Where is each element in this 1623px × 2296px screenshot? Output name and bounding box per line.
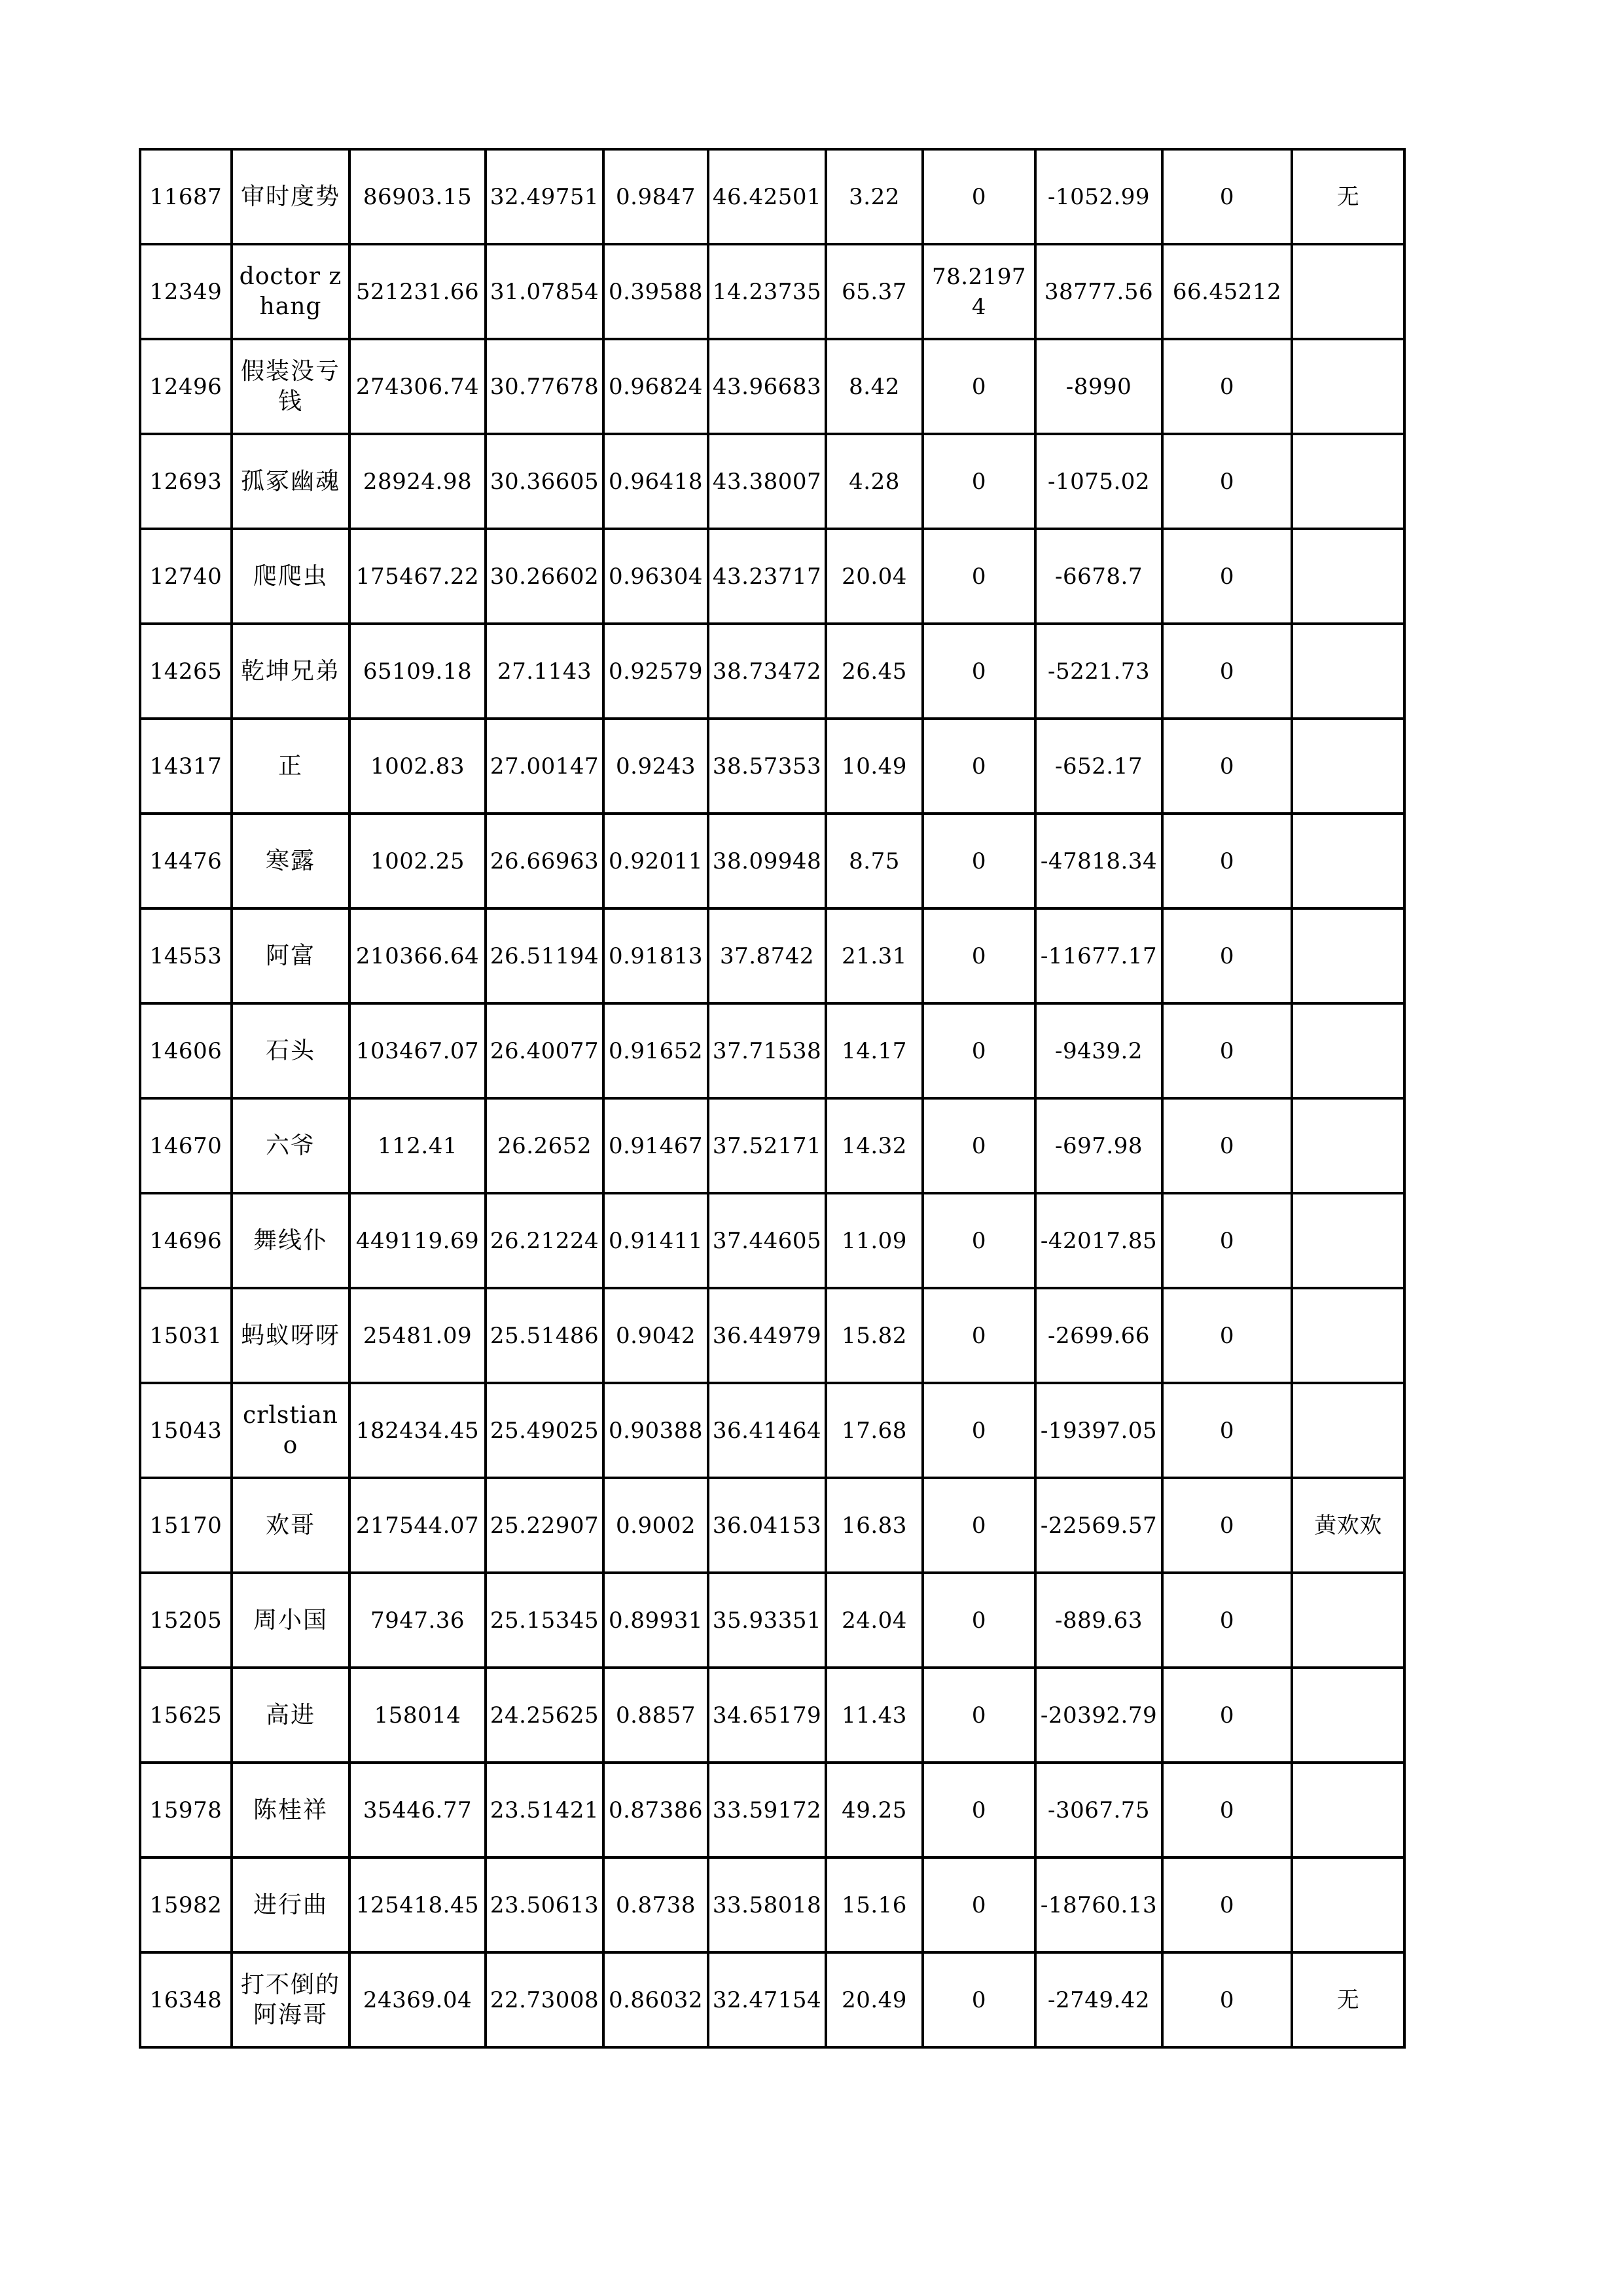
bonus-cell: 0 — [923, 529, 1035, 624]
score-cell: 27.1143 — [486, 624, 603, 719]
profit-loss-cell: -22569.57 — [1035, 1478, 1162, 1573]
score-cell: 26.51194 — [486, 908, 603, 1003]
extra-cell: 0 — [1162, 1288, 1292, 1383]
id-cell: 15043 — [140, 1383, 232, 1478]
profit-loss-cell: -2749.42 — [1035, 1952, 1162, 2047]
metric-cell: 11.09 — [826, 1193, 923, 1288]
id-cell: 15205 — [140, 1573, 232, 1668]
name-cell: 舞线仆 — [232, 1193, 349, 1288]
percent-cell: 36.44979 — [708, 1288, 826, 1383]
table-row — [140, 1288, 1404, 1383]
name-cell: 进行曲 — [232, 1857, 349, 1952]
note-cell — [1292, 1857, 1404, 1952]
value-cell: 28924.98 — [349, 434, 486, 529]
table-row — [140, 434, 1404, 529]
score-cell: 26.21224 — [486, 1193, 603, 1288]
score-cell: 26.2652 — [486, 1098, 603, 1193]
percent-cell: 37.8742 — [708, 908, 826, 1003]
metric-cell: 15.82 — [826, 1288, 923, 1383]
name-cell: 寒露 — [232, 814, 349, 908]
metric-cell: 49.25 — [826, 1763, 923, 1857]
value-cell: 182434.45 — [349, 1383, 486, 1478]
metric-cell: 21.31 — [826, 908, 923, 1003]
bonus-cell: 0 — [923, 1668, 1035, 1763]
value-cell: 274306.74 — [349, 339, 486, 434]
note-cell — [1292, 1003, 1404, 1098]
score-cell: 26.40077 — [486, 1003, 603, 1098]
note-cell — [1292, 1098, 1404, 1193]
name-cell: 孤冢幽魂 — [232, 434, 349, 529]
bonus-cell: 0 — [923, 1478, 1035, 1573]
ratio-cell: 0.39588 — [603, 244, 708, 339]
profit-loss-cell: -19397.05 — [1035, 1383, 1162, 1478]
table-row — [140, 244, 1404, 339]
value-cell: 1002.25 — [349, 814, 486, 908]
value-cell: 24369.04 — [349, 1952, 486, 2047]
extra-cell: 0 — [1162, 814, 1292, 908]
ratio-cell: 0.92011 — [603, 814, 708, 908]
value-cell: 158014 — [349, 1668, 486, 1763]
metric-cell: 14.17 — [826, 1003, 923, 1098]
id-cell: 15170 — [140, 1478, 232, 1573]
bonus-cell: 0 — [923, 1193, 1035, 1288]
table-row — [140, 1668, 1404, 1763]
percent-cell: 32.47154 — [708, 1952, 826, 2047]
name-cell: 打不倒的阿海哥 — [232, 1952, 349, 2047]
ratio-cell: 0.96824 — [603, 339, 708, 434]
score-cell: 32.49751 — [486, 149, 603, 244]
score-cell: 25.49025 — [486, 1383, 603, 1478]
value-cell: 65109.18 — [349, 624, 486, 719]
note-cell — [1292, 814, 1404, 908]
extra-cell: 0 — [1162, 149, 1292, 244]
table-row — [140, 339, 1404, 434]
name-cell: 蚂蚁呀呀 — [232, 1288, 349, 1383]
extra-cell: 0 — [1162, 1952, 1292, 2047]
value-cell: 112.41 — [349, 1098, 486, 1193]
percent-cell: 38.73472 — [708, 624, 826, 719]
table-row — [140, 908, 1404, 1003]
bonus-cell: 0 — [923, 1098, 1035, 1193]
name-cell: 乾坤兄弟 — [232, 624, 349, 719]
percent-cell: 33.58018 — [708, 1857, 826, 1952]
extra-cell: 0 — [1162, 529, 1292, 624]
bonus-cell: 0 — [923, 719, 1035, 814]
ratio-cell: 0.9243 — [603, 719, 708, 814]
ratio-cell: 0.96418 — [603, 434, 708, 529]
score-cell: 30.36605 — [486, 434, 603, 529]
profit-loss-cell: -42017.85 — [1035, 1193, 1162, 1288]
profit-loss-cell: -697.98 — [1035, 1098, 1162, 1193]
bonus-cell: 0 — [923, 814, 1035, 908]
percent-cell: 43.38007 — [708, 434, 826, 529]
metric-cell: 65.37 — [826, 244, 923, 339]
profit-loss-cell: -652.17 — [1035, 719, 1162, 814]
note-cell — [1292, 908, 1404, 1003]
table-row — [140, 1383, 1404, 1478]
name-cell: 周小国 — [232, 1573, 349, 1668]
extra-cell: 0 — [1162, 1383, 1292, 1478]
score-cell: 31.07854 — [486, 244, 603, 339]
table-row — [140, 529, 1404, 624]
score-cell: 22.73008 — [486, 1952, 603, 2047]
id-cell: 14476 — [140, 814, 232, 908]
value-cell: 7947.36 — [349, 1573, 486, 1668]
percent-cell: 36.04153 — [708, 1478, 826, 1573]
score-cell: 30.77678 — [486, 339, 603, 434]
ratio-cell: 0.91411 — [603, 1193, 708, 1288]
name-cell: 六爷 — [232, 1098, 349, 1193]
id-cell: 12693 — [140, 434, 232, 529]
extra-cell: 0 — [1162, 1193, 1292, 1288]
percent-cell: 36.41464 — [708, 1383, 826, 1478]
table-row — [140, 1857, 1404, 1952]
value-cell: 449119.69 — [349, 1193, 486, 1288]
id-cell: 12740 — [140, 529, 232, 624]
ratio-cell: 0.9847 — [603, 149, 708, 244]
metric-cell: 26.45 — [826, 624, 923, 719]
extra-cell: 0 — [1162, 1668, 1292, 1763]
profit-loss-cell: -8990 — [1035, 339, 1162, 434]
bonus-cell: 0 — [923, 908, 1035, 1003]
value-cell: 25481.09 — [349, 1288, 486, 1383]
name-cell: doctor zhang — [232, 244, 349, 339]
extra-cell: 0 — [1162, 1003, 1292, 1098]
ratio-cell: 0.87386 — [603, 1763, 708, 1857]
percent-cell: 38.09948 — [708, 814, 826, 908]
profit-loss-cell: -47818.34 — [1035, 814, 1162, 908]
value-cell: 35446.77 — [349, 1763, 486, 1857]
metric-cell: 16.83 — [826, 1478, 923, 1573]
id-cell: 12349 — [140, 244, 232, 339]
metric-cell: 8.42 — [826, 339, 923, 434]
score-cell: 25.51486 — [486, 1288, 603, 1383]
name-cell: 正 — [232, 719, 349, 814]
id-cell: 15982 — [140, 1857, 232, 1952]
bonus-cell: 0 — [923, 434, 1035, 529]
id-cell: 14553 — [140, 908, 232, 1003]
table-row — [140, 1478, 1404, 1573]
extra-cell: 66.45212 — [1162, 244, 1292, 339]
ratio-cell: 0.91467 — [603, 1098, 708, 1193]
id-cell: 14265 — [140, 624, 232, 719]
note-cell — [1292, 1668, 1404, 1763]
extra-cell: 0 — [1162, 908, 1292, 1003]
ratio-cell: 0.91813 — [603, 908, 708, 1003]
bonus-cell: 78.21974 — [923, 244, 1035, 339]
id-cell: 11687 — [140, 149, 232, 244]
profit-loss-cell: -9439.2 — [1035, 1003, 1162, 1098]
name-cell: 假装没亏钱 — [232, 339, 349, 434]
profit-loss-cell: -3067.75 — [1035, 1763, 1162, 1857]
note-cell — [1292, 529, 1404, 624]
name-cell: 阿富 — [232, 908, 349, 1003]
percent-cell: 43.96683 — [708, 339, 826, 434]
extra-cell: 0 — [1162, 1098, 1292, 1193]
percent-cell: 35.93351 — [708, 1573, 826, 1668]
value-cell: 125418.45 — [349, 1857, 486, 1952]
ratio-cell: 0.9042 — [603, 1288, 708, 1383]
ratio-cell: 0.90388 — [603, 1383, 708, 1478]
metric-cell: 10.49 — [826, 719, 923, 814]
ratio-cell: 0.9002 — [603, 1478, 708, 1573]
ratio-cell: 0.92579 — [603, 624, 708, 719]
metric-cell: 24.04 — [826, 1573, 923, 1668]
profit-loss-cell: -1052.99 — [1035, 149, 1162, 244]
percent-cell: 33.59172 — [708, 1763, 826, 1857]
name-cell: 高进 — [232, 1668, 349, 1763]
note-cell: 无 — [1292, 1952, 1404, 2047]
percent-cell: 14.23735 — [708, 244, 826, 339]
bonus-cell: 0 — [923, 1003, 1035, 1098]
note-cell — [1292, 1288, 1404, 1383]
bonus-cell: 0 — [923, 1383, 1035, 1478]
ratio-cell: 0.86032 — [603, 1952, 708, 2047]
score-cell: 26.66963 — [486, 814, 603, 908]
metric-cell: 8.75 — [826, 814, 923, 908]
extra-cell: 0 — [1162, 1857, 1292, 1952]
ratio-cell: 0.89931 — [603, 1573, 708, 1668]
profit-loss-cell: -889.63 — [1035, 1573, 1162, 1668]
bonus-cell: 0 — [923, 1573, 1035, 1668]
score-cell: 25.15345 — [486, 1573, 603, 1668]
id-cell: 12496 — [140, 339, 232, 434]
percent-cell: 46.42501 — [708, 149, 826, 244]
note-cell — [1292, 1763, 1404, 1857]
value-cell: 1002.83 — [349, 719, 486, 814]
name-cell: 欢哥 — [232, 1478, 349, 1573]
note-cell — [1292, 339, 1404, 434]
score-cell: 24.25625 — [486, 1668, 603, 1763]
bonus-cell: 0 — [923, 339, 1035, 434]
table-row — [140, 1763, 1404, 1857]
percent-cell: 43.23717 — [708, 529, 826, 624]
ratio-cell: 0.96304 — [603, 529, 708, 624]
note-cell: 黄欢欢 — [1292, 1478, 1404, 1573]
table-row — [140, 1003, 1404, 1098]
profit-loss-cell: 38777.56 — [1035, 244, 1162, 339]
bonus-cell: 0 — [923, 1857, 1035, 1952]
name-cell: 审时度势 — [232, 149, 349, 244]
extra-cell: 0 — [1162, 1573, 1292, 1668]
extra-cell: 0 — [1162, 719, 1292, 814]
note-cell — [1292, 1193, 1404, 1288]
extra-cell: 0 — [1162, 339, 1292, 434]
value-cell: 175467.22 — [349, 529, 486, 624]
profit-loss-cell: -6678.7 — [1035, 529, 1162, 624]
metric-cell: 14.32 — [826, 1098, 923, 1193]
table-row — [140, 719, 1404, 814]
data-table — [139, 148, 1406, 2049]
note-cell — [1292, 624, 1404, 719]
id-cell: 14670 — [140, 1098, 232, 1193]
profit-loss-cell: -20392.79 — [1035, 1668, 1162, 1763]
ratio-cell: 0.8738 — [603, 1857, 708, 1952]
percent-cell: 37.71538 — [708, 1003, 826, 1098]
extra-cell: 0 — [1162, 1763, 1292, 1857]
name-cell: crlstiano — [232, 1383, 349, 1478]
name-cell: 陈桂祥 — [232, 1763, 349, 1857]
bonus-cell: 0 — [923, 1763, 1035, 1857]
profit-loss-cell: -5221.73 — [1035, 624, 1162, 719]
id-cell: 14317 — [140, 719, 232, 814]
profit-loss-cell: -1075.02 — [1035, 434, 1162, 529]
table-row — [140, 1098, 1404, 1193]
score-cell: 25.22907 — [486, 1478, 603, 1573]
bonus-cell: 0 — [923, 624, 1035, 719]
id-cell: 15978 — [140, 1763, 232, 1857]
table-row — [140, 814, 1404, 908]
value-cell: 103467.07 — [349, 1003, 486, 1098]
note-cell — [1292, 1573, 1404, 1668]
note-cell — [1292, 1383, 1404, 1478]
value-cell: 521231.66 — [349, 244, 486, 339]
metric-cell: 4.28 — [826, 434, 923, 529]
bonus-cell: 0 — [923, 149, 1035, 244]
profit-loss-cell: -2699.66 — [1035, 1288, 1162, 1383]
table-row — [140, 624, 1404, 719]
extra-cell: 0 — [1162, 1478, 1292, 1573]
profit-loss-cell: -11677.17 — [1035, 908, 1162, 1003]
score-cell: 23.51421 — [486, 1763, 603, 1857]
table-body — [140, 149, 1404, 2047]
id-cell: 15031 — [140, 1288, 232, 1383]
metric-cell: 11.43 — [826, 1668, 923, 1763]
value-cell: 86903.15 — [349, 149, 486, 244]
score-cell: 30.26602 — [486, 529, 603, 624]
metric-cell: 3.22 — [826, 149, 923, 244]
id-cell: 16348 — [140, 1952, 232, 2047]
table-row — [140, 1573, 1404, 1668]
id-cell: 15625 — [140, 1668, 232, 1763]
extra-cell: 0 — [1162, 624, 1292, 719]
bonus-cell: 0 — [923, 1952, 1035, 2047]
score-cell: 27.00147 — [486, 719, 603, 814]
value-cell: 210366.64 — [349, 908, 486, 1003]
percent-cell: 37.44605 — [708, 1193, 826, 1288]
value-cell: 217544.07 — [349, 1478, 486, 1573]
id-cell: 14606 — [140, 1003, 232, 1098]
table-row — [140, 1952, 1404, 2047]
note-cell — [1292, 434, 1404, 529]
note-cell: 无 — [1292, 149, 1404, 244]
metric-cell: 20.49 — [826, 1952, 923, 2047]
note-cell — [1292, 719, 1404, 814]
percent-cell: 34.65179 — [708, 1668, 826, 1763]
percent-cell: 38.57353 — [708, 719, 826, 814]
extra-cell: 0 — [1162, 434, 1292, 529]
ratio-cell: 0.8857 — [603, 1668, 708, 1763]
ratio-cell: 0.91652 — [603, 1003, 708, 1098]
metric-cell: 17.68 — [826, 1383, 923, 1478]
metric-cell: 15.16 — [826, 1857, 923, 1952]
table-row — [140, 1193, 1404, 1288]
profit-loss-cell: -18760.13 — [1035, 1857, 1162, 1952]
metric-cell: 20.04 — [826, 529, 923, 624]
name-cell: 石头 — [232, 1003, 349, 1098]
note-cell — [1292, 244, 1404, 339]
table-row — [140, 149, 1404, 244]
name-cell: 爬爬虫 — [232, 529, 349, 624]
bonus-cell: 0 — [923, 1288, 1035, 1383]
percent-cell: 37.52171 — [708, 1098, 826, 1193]
score-cell: 23.50613 — [486, 1857, 603, 1952]
id-cell: 14696 — [140, 1193, 232, 1288]
